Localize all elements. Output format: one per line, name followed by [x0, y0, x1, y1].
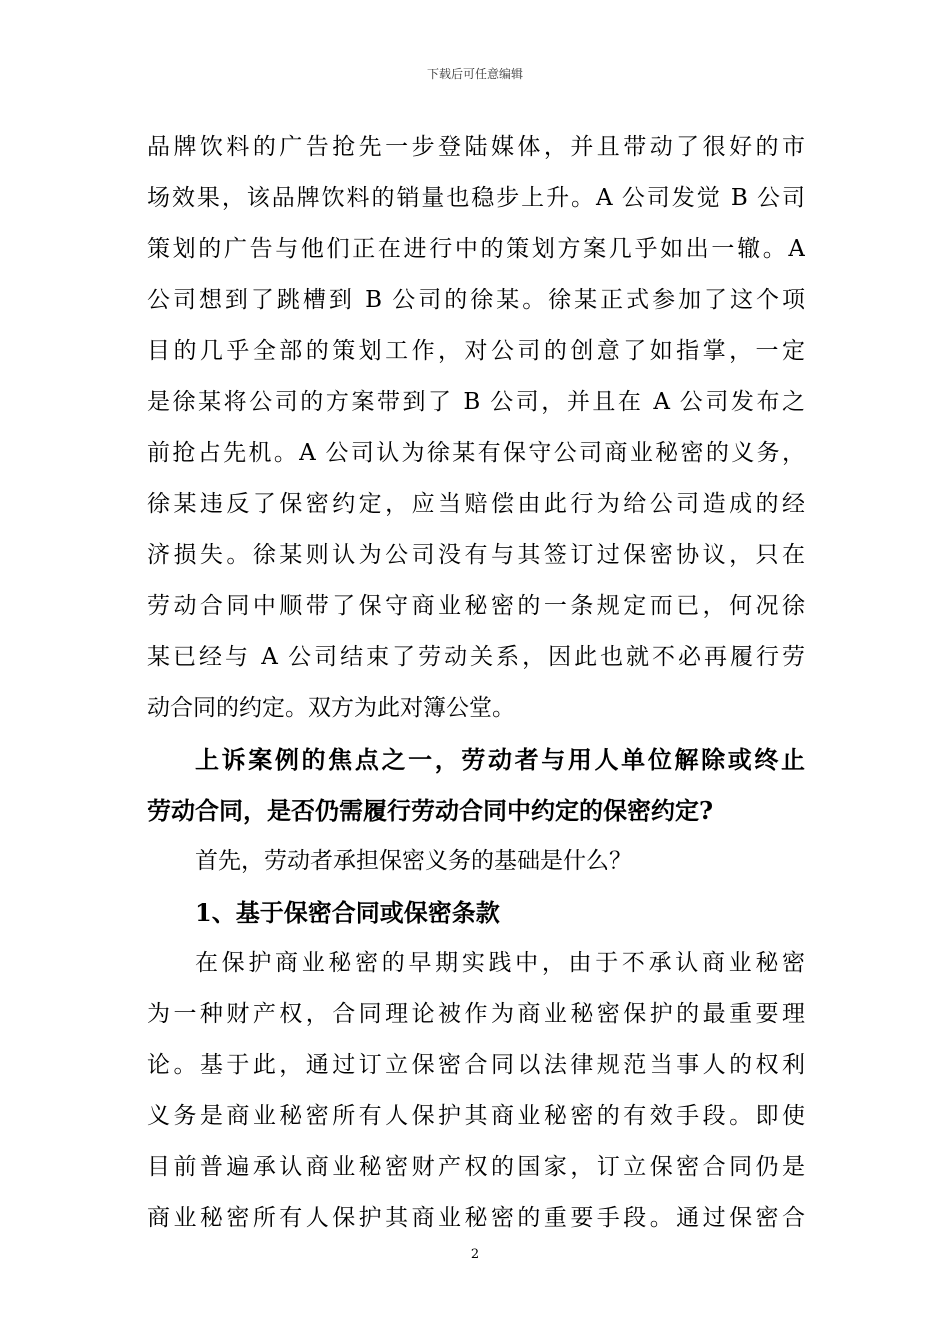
text-line: 某已经与 A 公司结束了劳动关系，因此也就不必再履行劳: [147, 644, 805, 670]
text-line: 徐某违反了保密约定，应当赔偿由此行为给公司造成的经: [147, 491, 805, 517]
document-body: [147, 122, 805, 1244]
subheading: 1、基于保密合同或保密条款: [195, 898, 500, 927]
question-line: 首先，劳动者承担保密义务的基础是什么？: [195, 848, 632, 874]
text-line: 劳动合同中顺带了保守商业秘密的一条规定而已，何况徐: [147, 593, 805, 619]
text-line: 品牌饮料的广告抢先一步登陆媒体，并且带动了很好的市: [147, 134, 805, 160]
heading-focus-question: [147, 734, 805, 836]
text-line: 义务是商业秘密所有人保护其商业秘密的有效手段。即使: [147, 1103, 805, 1129]
heading-line: 上诉案例的焦点之一，劳动者与用人单位解除或终止: [195, 745, 805, 774]
text-line: 为一种财产权，合同理论被作为商业秘密保护的最重要理: [147, 1001, 805, 1027]
text-line: 论。基于此，通过订立保密合同以法律规范当事人的权利: [147, 1052, 805, 1078]
heading-line: 劳动合同，是否仍需履行劳动合同中约定的保密约定?: [147, 796, 714, 825]
text-line: 动合同的约定。双方为此对簿公堂。: [147, 695, 515, 721]
text-line: 商业秘密所有人保护其商业秘密的重要手段。通过保密合: [147, 1205, 805, 1231]
page-header: 下载后可任意编辑: [426, 67, 523, 81]
text-line: 是徐某将公司的方案带到了 B 公司，并且在 A 公司发布之: [147, 389, 805, 415]
text-line: 策划的广告与他们正在进行中的策划方案几乎如出一辙。A: [147, 236, 805, 262]
paragraph-confidentiality-contract: [147, 938, 805, 1244]
text-line: 公司想到了跳槽到 B 公司的徐某。徐某正式参加了这个项: [147, 287, 805, 313]
page-number: 2: [470, 1247, 480, 1262]
text-line: 济损失。徐某则认为公司没有与其签订过保密协议，只在: [147, 542, 805, 568]
text-line: 目的几乎全部的策划工作，对公司的创意了如指掌，一定: [147, 338, 805, 364]
text-line: 目前普遍承认商业秘密财产权的国家，订立保密合同仍是: [147, 1154, 805, 1180]
text-line: 在保护商业秘密的早期实践中，由于不承认商业秘密: [195, 950, 805, 976]
text-line: 前抢占先机。A 公司认为徐某有保守公司商业秘密的义务，: [147, 440, 805, 466]
paragraph-case-description: [147, 122, 805, 734]
text-line: 场效果，该品牌饮料的销量也稳步上升。A 公司发觉 B 公司: [147, 185, 805, 211]
